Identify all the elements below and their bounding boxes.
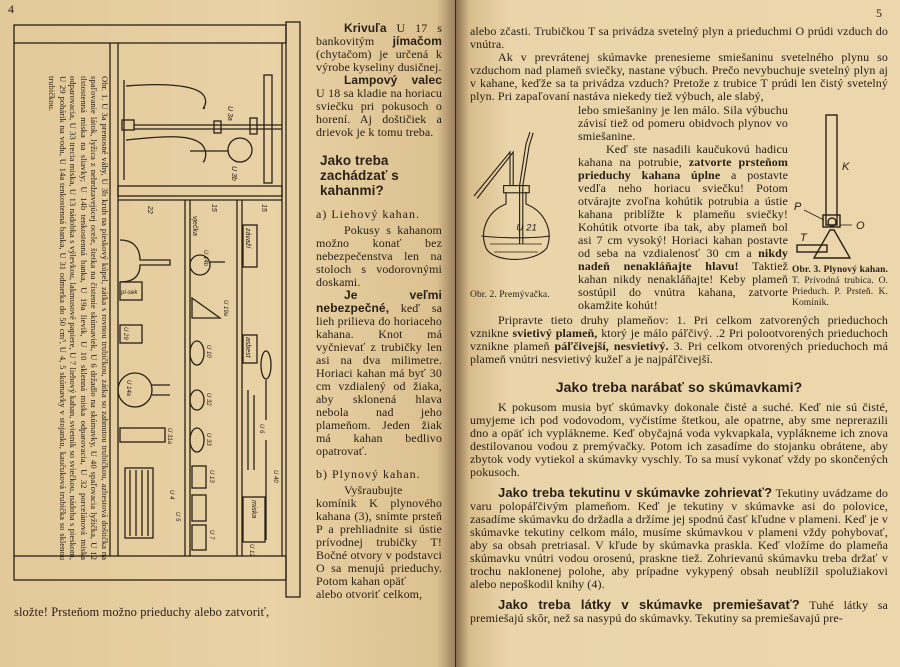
figure-label: K — [842, 161, 850, 173]
paragraph: Vyšraubujte komínik K plynového kahana (3), snímte prsteň P a prehliadnite si ústie prívodnej trubičky T! Bočné otvory v podstavci O sa menujú prieduchy. Potom kahan opäť — [316, 483, 442, 588]
term-bold: Je veľmi nebezpečné, — [316, 288, 442, 315]
figure-label: U 13 — [208, 470, 214, 483]
figure-label: miska — [250, 500, 257, 519]
paragraph: Pokusy s kahanom možno konať bez nebezpečenstva len na stoloch s vodorovnými doskami. — [316, 223, 442, 289]
figure-label: P — [794, 201, 802, 213]
text: 3. Pri celkom otvorených prieduchoch má plameň vnútri nesvietivý kužeľ a je najpáľčivejší. — [470, 339, 889, 366]
text-bold: nikdy nadeň nenakláňajte hlavu! — [578, 246, 788, 273]
text: keď sa lieh prilieva do horiaceho kahana. Knot má vyčnievať z trubičky len asi na dva milimetre. Horiaci kahan má byť 30 cm vzdialený od žiaka, aby sklonená hlava nebola nad jeho plameňom. Jeden žiak má kahan bedlivo opatrovať. — [316, 301, 442, 458]
right-page — [456, 0, 900, 667]
figure-label: U 40 — [272, 470, 278, 483]
paragraph: Ak v prevrátenej skúmavke prenesieme smiešaninu svetelného plynu so vzduchom nad plameň sviečky, nastane výbuch. Prečo nevybuchuje svetelný plyn aj v kahane, keďže sa ta privádza vzduch? Pretože z trubice T prúdi len čistý svetelný plyn. Pri zapaľovaní nastáva niekedy tiež výbuch, ale slabý, — [470, 50, 888, 103]
figure-label: U 31a — [166, 428, 172, 445]
text-bold: zatvorte prsteňom prieduchy kahana úplne — [578, 155, 789, 182]
paragraph-burner — [578, 143, 788, 312]
figure-label: 22 — [146, 206, 153, 214]
text: Taktiež kahan nikdy nenakláňajte! Keby plameň sostúpil do vnútra kahana, zatvorte okamžite kohút! — [578, 259, 788, 312]
figure-label: asbest — [244, 337, 251, 358]
paragraph: K pokusom musia byť skúmavky dokonale čisté a suché. Keď nie sú čisté, umyjeme ich pod vodovodom, vyčistíme štetkou, ale opatrne, aby sme neprerazili dno a opäť ich vyplákneme. Keď obyčajná voda vykvapkala, vyplákneme ich znova destilovanou vodou z premývačky. Potom ich zasadíme do stojanku obrátene, aby zbytok vody vytiekol a skúmavky vyschly. To sa musí vykonať vždy po skončených pokusoch. — [470, 400, 888, 479]
figure-label: U 21 — [516, 222, 537, 234]
figure-label: U 3b — [230, 166, 237, 181]
paragraph-flames — [470, 314, 888, 366]
bottom-text-line: složte! Prsteňom možno prieduchy alebo zatvoriť, — [14, 605, 270, 619]
figure-label: T — [800, 232, 807, 244]
figure-label: U 33 — [205, 433, 211, 446]
paragraph: alebo zčasti. Trubičkou T sa privádza svetelný plyn a prieduchmi O prúdi vzduch do vnútra. — [470, 24, 888, 51]
text: U 18 sa kladie na horiacu sviečku pri pokusoch o horení. Aj doštičiek a drievok je k tomu treba. — [316, 86, 442, 139]
text-bold: svietivý plameň, — [512, 326, 598, 340]
figure-1-caption: Obr. 1. U 3a prenosné váhy, U 3b kruh na pieskový kúpel, zátka s rovnou trubičkou, zátka so zahnutou trubičkou, azbestová doštička na spaľovanie látok, lyžica z nehrdzavejúcej ocele, štetka na čistenie skúmaviek, U 6 držadlo na skúmavky, U 40 spaľovacia lyžička, U 12 tlstostenná miska na sliavky; U 14b tenkostenná banka, U 19a lievik, U 10 sklenná miska odparovacia, U 32 porcelánová miska odparovacia, U 33 trecia miska, U 13 nádobka s výlevkou, lakmusové papiere, U 7 liehový kahan, svietnik so sviečkou, nádoba s pieskom, U 29 pohárik na vodu, U 14a tenkostenná banka, U 31 odmerka do 50 cm³, U 4, 5 skúmavky v stojanku, kaučuková trubička so sklenou trubičkou. — [47, 76, 110, 560]
figure-label: 15 — [210, 204, 217, 212]
text: U 17 s bankovitým — [316, 21, 442, 48]
term-bold: Lampový valec — [344, 73, 442, 87]
figure-label: U 19a — [222, 300, 228, 317]
right-page-text — [470, 25, 888, 625]
figure-label: U 32 — [205, 393, 211, 406]
text: (chytačom) je určená k výrobe kyseliny dusičnej. — [316, 47, 442, 74]
paragraph — [470, 485, 888, 591]
page-number: 5 — [876, 6, 882, 20]
section-heading: Jako treba zachádzať s kahanmi? — [320, 153, 399, 198]
figure-label: U 14b — [202, 250, 208, 267]
figure-3 — [792, 104, 888, 309]
text-bold: páľčivejší, nesvietivý. — [554, 339, 669, 353]
figure-label: závaží — [244, 228, 251, 249]
page-number: 4 — [8, 2, 14, 16]
term-bold: Krivuľa — [344, 21, 387, 35]
figure-row — [470, 104, 888, 312]
figure-label: U 7 — [208, 530, 214, 540]
figure-2-caption: Obr. 2. Premývačka. — [470, 290, 550, 300]
text: ktorý je málo páľčivý. .2 Pri polootvorených prieduchoch vznikne plameň — [470, 326, 888, 353]
inline-heading: Jako treba látky v skúmavke premiešavať? — [498, 597, 800, 612]
figure-label: U 3a — [226, 106, 233, 121]
paragraph-continued: lebo smiešaniny je len málo. Sila výbuchu závisí tiež od pomeru obidvoch plynov vo smiešanine. — [578, 103, 788, 143]
subheading: a) Liehový kahan. — [316, 207, 420, 221]
figure-2 — [470, 104, 574, 301]
figure-row-text — [578, 104, 788, 312]
caption-text: T. Prívodná trubica. O. Prieduch. P. Prsteň. K. Komínik. — [792, 276, 888, 308]
inline-heading: Jako treba tekutinu v skúmavke zohrievať? — [498, 485, 773, 500]
term-bold: jímačom — [392, 34, 442, 48]
figure-2-wash-bottle — [470, 110, 574, 290]
column-last-line: alebo otvoriť celkom, — [316, 587, 423, 601]
text-column — [316, 22, 442, 601]
figure-label: U 12 — [248, 544, 254, 557]
figure-3-gas-burner — [792, 110, 888, 265]
figure-3-caption — [792, 265, 888, 309]
figure-label: vječka — [191, 216, 198, 236]
text: Tuhé látky sa premiešajú skôr, než sa nasypú do skúmavky. Tekutiny sa premiešavajú pre- — [470, 598, 888, 625]
figure-label: U 4 — [168, 490, 174, 500]
subheading: b) Plynový kahan. — [316, 467, 421, 481]
text: Tekutiny uvádzame do varu polopáľčivým plameňom. Keď je tekutiny v skúmavke asi do polovice, zasadíme skúmavku do držadla a držíme jej spodnú časť kľudne v plameni. Keď je v skúmavke tekutiny celkom málo, musíme skúmavkou v plameni vždy pohybovať, aby sa obsah pretriasal. V kľude by skúmavka praskla. Keď vložíme do plameňa skúmavku vnútri vodou orosenú, praskne tiež. Zohrievanú skúmavku treba držať v trochu naklonenej polohe, aby prípadne vykypený obsah neublížil spolužiakovi alebo nepoškodil knihy (4). — [470, 486, 888, 591]
figure-label: O — [856, 220, 865, 232]
text: a postavte vedľa neho horiacu sviečku! Potom otvárajte zvoľna kohútik potrubia a ústie kahana priblížte k plameňu sviečky! Kohútik otvorte iba tak, aby plameň bol asi 7 cm vysoký! Horiaci kahan postavte od seba na vzdialenosť 30 cm a — [578, 168, 788, 260]
figure-label: U 5 — [174, 512, 180, 522]
figure-label: U 29 — [122, 327, 128, 340]
figure-label: U 14a — [125, 380, 131, 397]
figure-label: 15 — [260, 204, 267, 212]
figure-label: U 10 — [205, 345, 211, 358]
paragraph — [470, 597, 888, 625]
figure-label: U 6 — [258, 424, 264, 434]
section-heading: Jako treba narábať so skúmavkami? — [555, 379, 803, 395]
caption-bold: Obr. 3. Plynový kahan. — [792, 265, 888, 275]
text: Keď ste nasadili kaučukovú hadicu kahana na potrubie, — [578, 142, 788, 169]
figure-label: pí-sek — [121, 290, 138, 296]
text: Pripravte tieto druhy plameňov: 1. Pri celkom zatvorených prieduchoch vznikne — [470, 313, 888, 340]
